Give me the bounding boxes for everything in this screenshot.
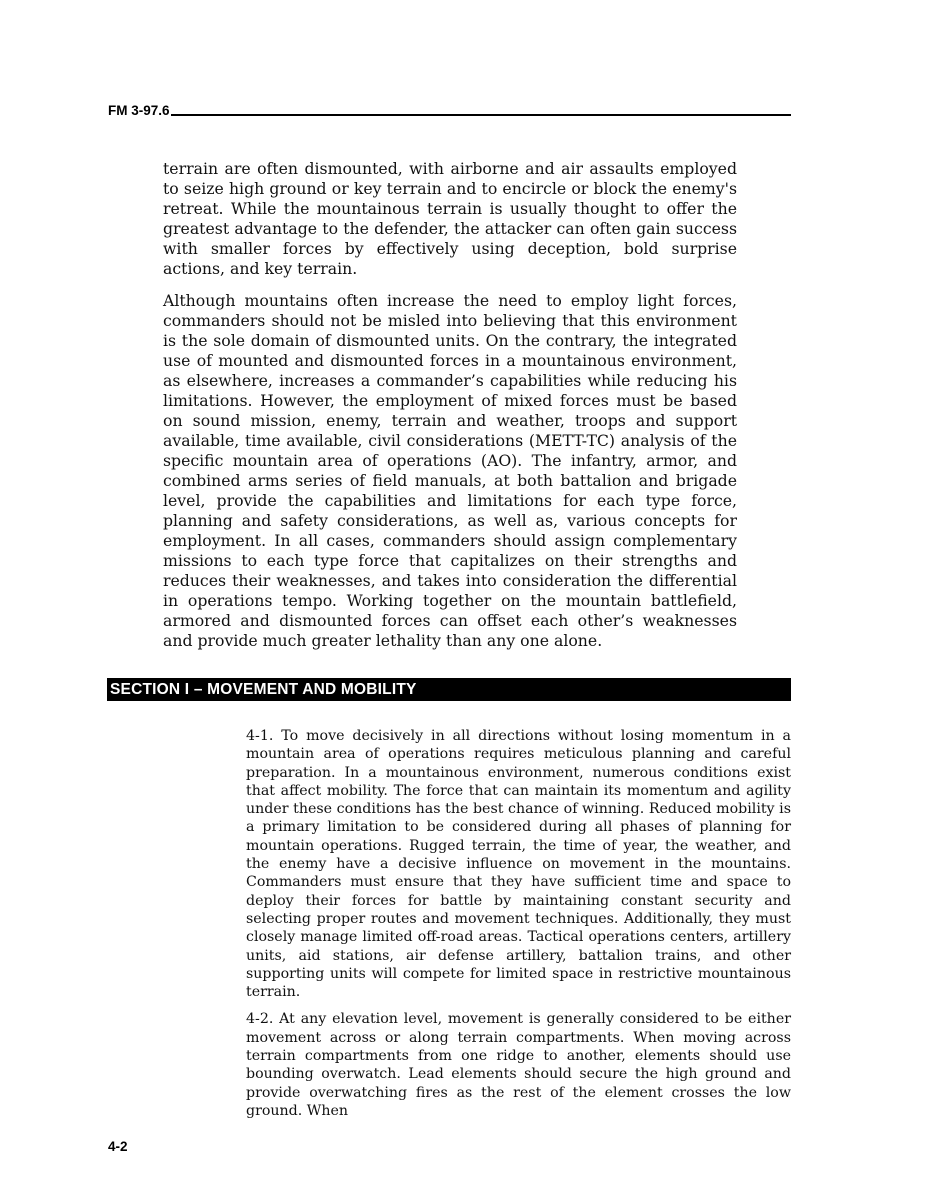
paragraph-4-2: 4-2. At any elevation level, movement is generally considered to be either movement across or along terrain compartments. When moving across terrain compartments from one ridge to another, elements should use bounding overwatch. Lead elements should secure the high ground and provide overwatching fires as the rest of the element crosses the low ground. When: [246, 1011, 791, 1119]
doc-id: FM 3-97.6: [108, 103, 170, 118]
section-title: SECTION I – MOVEMENT AND MOBILITY: [110, 680, 417, 698]
paragraph-intro-1: terrain are often dismounted, with airborne and air assaults employed to seize high ground or key terrain and to encircle or block the enemy's retreat. While the mountainous terrain is usually thought to offer the greatest advantage to the defender, the attacker can often gain success with smaller forces by effectively using deception, bold surprise actions, and key terrain.: [163, 159, 737, 278]
header-rule: [171, 114, 791, 116]
page-header: [108, 103, 791, 119]
page-footer: [108, 1139, 128, 1154]
section-paragraphs: [246, 727, 791, 1129]
section-heading-bar: [107, 678, 791, 701]
paragraph-4-1: 4-1. To move decisively in all directions without losing momentum in a mountain area of operations requires meticulous planning and careful preparation. In a mountainous environment, numerous conditions exist that affect mobility. The force that can maintain its momentum and agility under these conditions has the best chance of winning. Reduced mobility is a primary limitation to be considered during all phases of planning for mountain operations. Rugged terrain, the time of year, the weather, and the enemy have a decisive influence on movement in the mountains. Commanders must ensure that they have sufficient time and space to deploy their forces for battle by maintaining constant security and selecting proper routes and movement techniques. Additionally, they must closely manage limited off-road areas. Tactical operations centers, artillery units, aid stations, air defense artillery, battalion trains, and other supporting units will compete for limited space in restrictive mountainous terrain.: [246, 728, 791, 1001]
page-number: 4-2: [108, 1139, 128, 1154]
intro-paragraphs: [163, 159, 737, 663]
paragraph-intro-2: Although mountains often increase the need to employ light forces, commanders should not be misled into believing that this environment is the sole domain of dismounted units. On the contrary, the integrated use of mounted and dismounted forces in a mountainous environment, as elsewhere, increases a commander’s capabilities while reducing his limitations. However, the employment of mixed forces must be based on sound mission, enemy, terrain and weather, troops and support available, time available, civil considerations (METT-TC) analysis of the specific mountain area of operations (AO). The infantry, armor, and combined arms series of field manuals, at both battalion and brigade level, provide the capabilities and limitations for each type force, planning and safety considerations, as well as, various concepts for employment. In all cases, commanders should assign complementary missions to each type force that capitalizes on their strengths and reduces their weaknesses, and takes into consideration the differential in operations tempo. Working together on the mountain battlefield, armored and dismounted forces can offset each other’s weaknesses and provide much greater lethality than any one alone.: [163, 291, 737, 650]
